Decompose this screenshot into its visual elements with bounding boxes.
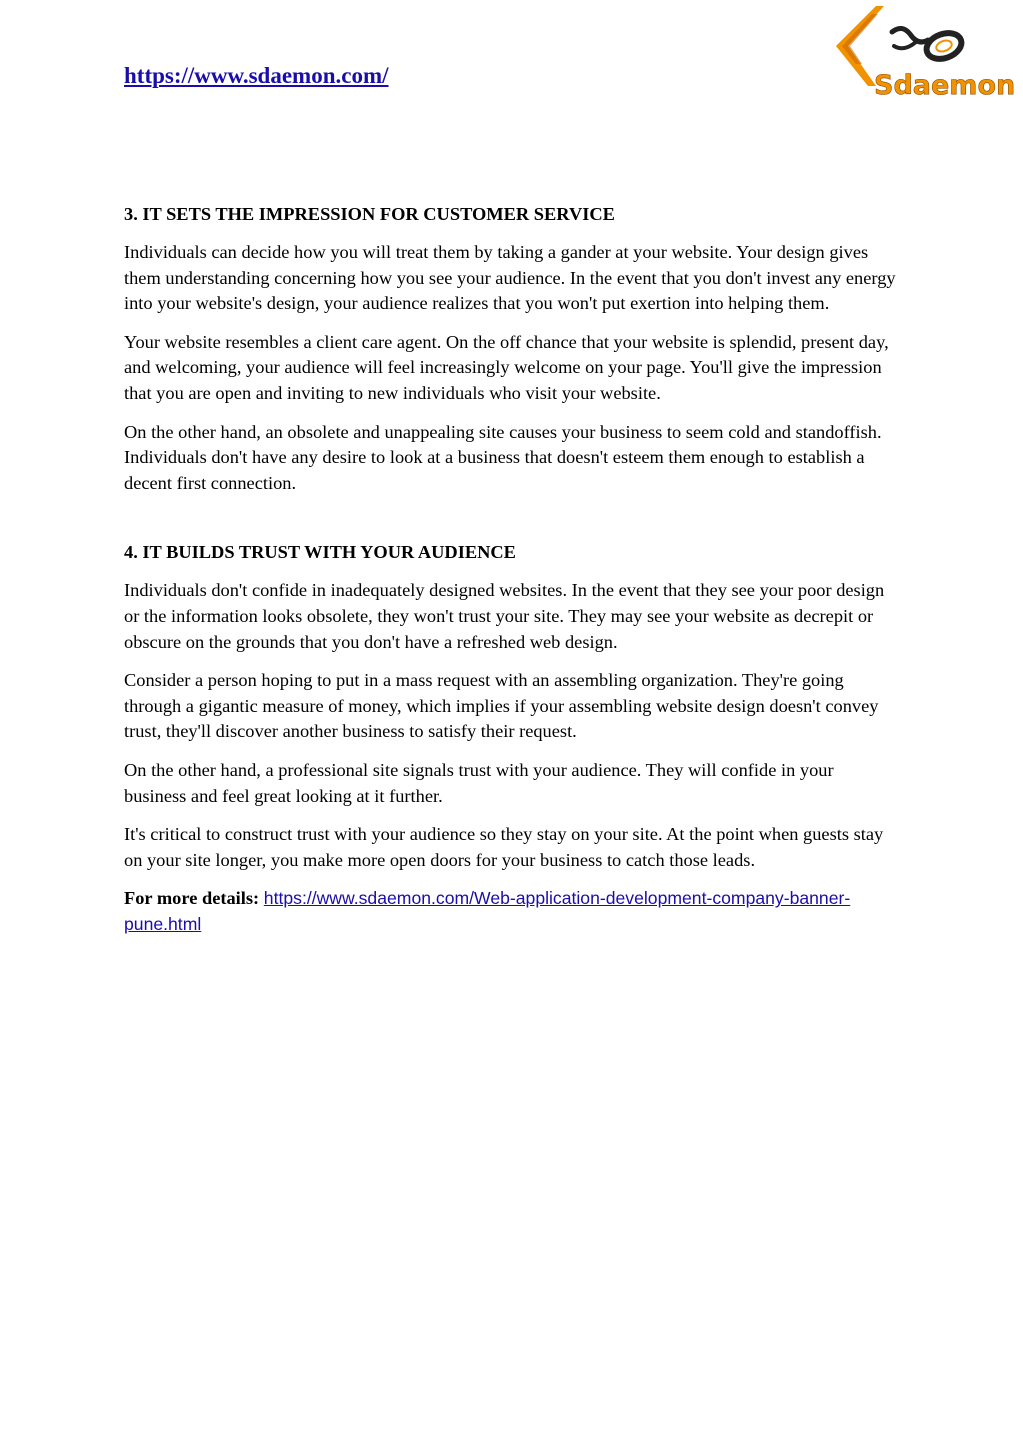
paragraph: It's critical to construct trust with your audience so they stay on your site. At the point when guests stay on your site longer, you make more open doors for your business to catch those leads. <box>124 824 884 870</box>
section-customer-service <box>124 200 899 496</box>
paragraph: Your website resembles a client care agent. On the off chance that your website is splendid, present day, and welcoming, your audience will feel increasingly welcome on your page. You'll give the impression that you are open and inviting to new individuals who visit your website. <box>124 331 889 403</box>
section-builds-trust <box>124 538 899 873</box>
document-body <box>124 200 899 950</box>
header-url-link[interactable]: https://www.sdaemon.com/ <box>124 63 389 88</box>
logo-wordmark: Sdaemon <box>874 70 1016 98</box>
logo-swirl-icon <box>892 28 928 42</box>
paragraph: Individuals don't confide in inadequately designed websites. In the event that they see your poor design or the information looks obsolete, they won't trust your site. They may see your website as decrepit or obscure on the grounds that you don't have a refreshed web design. <box>124 580 885 652</box>
paragraph: On the other hand, an obsolete and unappealing site causes your business to seem cold and standoffish. Individuals don't have any desire to look at a business that doesn't esteem them enough to establish a decent first connection. <box>124 421 882 493</box>
section-heading: 3. IT SETS THE IMPRESSION FOR CUSTOMER SERVICE <box>124 204 615 224</box>
details-url-link[interactable]: https://www.sdaemon.com/Web-application-development-company-banner-pune.html <box>124 888 851 934</box>
section-heading: 4. IT BUILDS TRUST WITH YOUR AUDIENCE <box>124 542 516 563</box>
paragraph: Consider a person hoping to put in a mass request with an assembling organization. They're going through a gigantic measure of money, which implies if your assembling website design doesn't convey trust, they'll discover another business to satisfy their request. <box>124 670 879 742</box>
details-line <box>124 886 899 937</box>
details-label: For more details: <box>124 888 260 909</box>
sdaemon-logo <box>832 2 1017 98</box>
logo-ring-icon <box>923 29 965 64</box>
paragraph: On the other hand, a professional site signals trust with your audience. They will confide in your business and feel great looking at it further. <box>124 759 834 806</box>
paragraph: Individuals can decide how you will treat them by taking a gander at your website. Your design gives them understanding concerning how you see your audience. In the event that you don't invest any energy into your website's design, your audience realizes that you won't put exertion into helping them. <box>124 242 896 314</box>
